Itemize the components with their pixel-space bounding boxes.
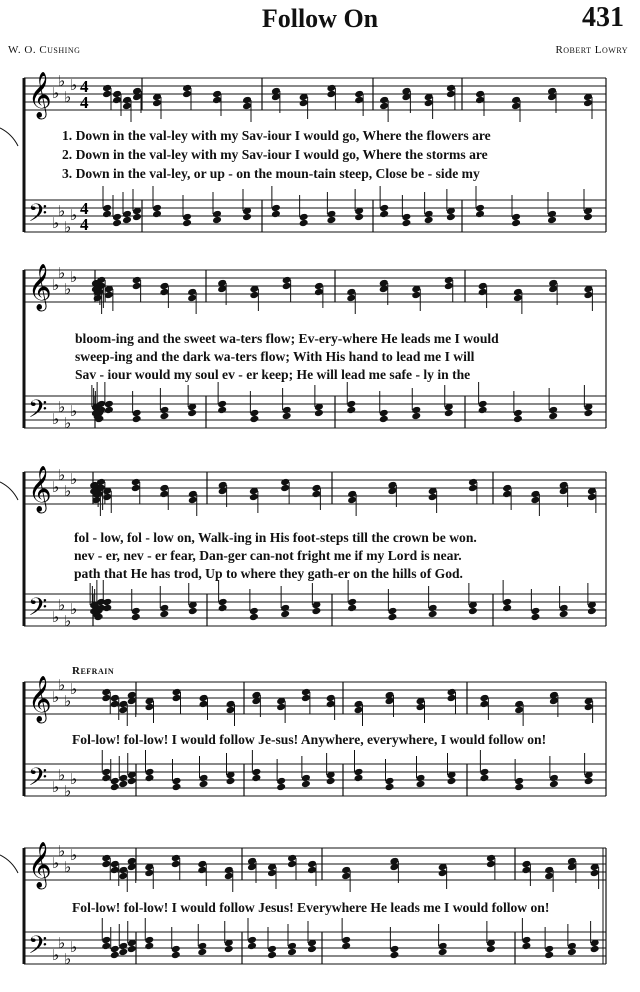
time-signature: 4 [80,199,89,218]
note-head [199,780,209,789]
lyric-line: Fol-low! fol-low! I would follow Jesus! Everywhere He leads me I would follow on! [72,900,550,915]
note-head [118,872,128,881]
note-head [102,493,112,502]
note-head [549,780,559,789]
note-head [486,945,496,954]
treble-clef-icon: 𝄞 [28,466,52,512]
note-head [587,493,597,502]
note-head [502,490,512,499]
flat-icon: ♭ [64,218,72,236]
note-head [118,780,128,789]
note-head [326,216,336,225]
note-head [514,783,524,792]
note-head [287,860,297,869]
note-head [583,291,593,300]
note-head [188,496,198,505]
note-head [447,694,457,703]
note-head [118,948,128,957]
flat-icon: ♭ [52,778,60,796]
note-head [110,783,120,792]
note-head [311,490,321,499]
note-head [559,610,569,619]
note-head [389,951,399,960]
note-head [171,951,181,960]
note-head [101,860,111,869]
note-head [502,604,512,613]
flat-icon: ♭ [58,466,66,484]
flat-icon: ♭ [52,608,60,626]
page-edge-mark [0,855,18,873]
note-head [444,409,454,418]
note-head [326,777,336,786]
lyric-line: Sav - iour would my soul ev - er keep; He will lead me safe - ly in the [75,367,471,382]
note-head [242,102,252,111]
flat-icon: ♭ [70,770,78,788]
note-head [479,774,489,783]
flat-icon: ♭ [70,268,78,286]
lyric-line: sweep-ing and the dark wa-ters flow; With His hand to lead me I will [75,349,475,364]
note-head [314,288,324,297]
note-head [110,700,120,709]
note-head [475,96,485,105]
note-head [307,945,317,954]
note-head [159,490,169,499]
bass-clef-icon: 𝄢 [28,593,48,628]
flat-icon: ♭ [64,88,72,106]
flat-icon: ♭ [70,600,78,618]
note-head [187,294,197,303]
note-head [132,213,142,222]
page-edge-mark [0,128,18,146]
note-head [224,872,234,881]
note-head [354,706,364,715]
note-head [152,99,162,108]
note-head [354,96,364,105]
flat-icon: ♭ [52,84,60,102]
note-head [438,869,448,878]
note-head [511,219,521,228]
note-head [446,213,456,222]
note-head [287,948,297,957]
note-head [224,945,234,954]
note-head [271,210,281,219]
note-head [127,777,137,786]
note-head [127,945,137,954]
note-head [132,415,142,424]
flat-icon: ♭ [58,934,66,952]
bass-clef-icon: 𝄢 [28,931,48,966]
note-head [548,412,558,421]
flat-icon: ♭ [58,842,66,860]
note-head [267,869,277,878]
flat-icon: ♭ [58,398,66,416]
flat-icon: ♭ [58,264,66,282]
flat-icon: ♭ [52,478,60,496]
note-head [131,484,141,493]
note-head [544,951,554,960]
flat-icon: ♭ [52,276,60,294]
note-head [387,613,397,622]
note-head [144,869,154,878]
note-head [468,484,478,493]
note-head [446,90,456,99]
note-head [102,90,112,99]
note-head [249,613,259,622]
note-head [132,282,142,291]
bass-clef-icon: 𝄢 [28,199,48,234]
note-head [267,951,277,960]
note-head [299,99,309,108]
note-head [122,102,132,111]
bass-clef-icon: 𝄢 [28,763,48,798]
note-head [249,415,259,424]
note-head [218,604,228,613]
flat-icon: ♭ [52,946,60,964]
note-head [226,706,236,715]
note-head [341,942,351,951]
note-head [247,942,257,951]
note-head [416,703,426,712]
lyric-line: fol - low, fol - low on, Walk-ing in His foot-steps till the crown be won. [74,530,477,545]
flat-icon: ♭ [52,688,60,706]
note-head [251,774,261,783]
lyricist-credit: W. O. Cushing [8,44,81,56]
note-head [172,694,182,703]
lyric-line: 2. Down in the val-ley with my Sav-iour I would go, Where the storms are [62,147,488,162]
note-head [118,706,128,715]
note-head [199,700,209,709]
time-signature: 4 [80,215,89,234]
note-head [311,607,321,616]
note-head [354,774,364,783]
note-head [314,409,324,418]
note-head [110,951,120,960]
note-head [475,210,485,219]
flat-icon: ♭ [58,676,66,694]
note-head [514,706,524,715]
note-head [159,412,169,421]
note-head [93,294,103,303]
note-head [486,860,496,869]
treble-clef-icon: 𝄞 [28,72,52,118]
note-head [172,783,182,792]
flat-icon: ♭ [70,846,78,864]
flat-icon: ♭ [70,470,78,488]
flat-icon: ♭ [52,410,60,428]
note-head [530,496,540,505]
note-head [583,213,593,222]
flat-icon: ♭ [52,214,60,232]
note-head [280,484,290,493]
note-head [152,210,162,219]
time-signature: 4 [80,77,89,96]
flat-icon: ♭ [64,858,72,876]
note-head [379,210,389,219]
note-head [479,700,489,709]
treble-clef-icon: 𝄞 [28,842,52,888]
note-head [583,99,593,108]
note-head [326,90,336,99]
flat-icon: ♭ [58,766,66,784]
note-head [326,700,336,709]
time-signature: 4 [80,93,89,112]
note-head [112,219,122,228]
note-head [102,210,112,219]
note-head [145,703,155,712]
note-head [511,102,521,111]
note-head [101,942,111,951]
flat-icon: ♭ [70,680,78,698]
flat-icon: ♭ [70,76,78,94]
note-head [101,694,111,703]
note-head [385,783,395,792]
flat-icon: ♭ [64,782,72,800]
note-head [110,866,120,875]
note-head [567,948,577,957]
note-head [171,860,181,869]
note-head [590,869,600,878]
flat-icon: ♭ [64,692,72,710]
refrain-label: Refrain [72,665,115,677]
note-head [282,282,292,291]
note-head [544,872,554,881]
lyric-line: nev - er, nev - er fear, Dan-ger can-not fright me if my Lord is near. [74,548,462,563]
flat-icon: ♭ [64,612,72,630]
note-head [416,780,426,789]
note-head [249,291,259,300]
treble-clef-icon: 𝄞 [28,264,52,310]
note-head [159,610,169,619]
note-head [145,774,155,783]
note-head [379,415,389,424]
flat-icon: ♭ [58,596,66,614]
flat-icon: ♭ [58,202,66,220]
note-head [424,216,434,225]
flat-icon: ♭ [70,402,78,420]
note-head [188,607,198,616]
note-head [197,948,207,957]
note-head [187,409,197,418]
note-head [401,219,411,228]
note-head [513,294,523,303]
hymn-title: Follow On [261,4,379,33]
note-head [301,780,311,789]
note-head [280,610,290,619]
note-head [444,282,454,291]
note-head [428,610,438,619]
note-head [590,945,600,954]
note-head [347,604,357,613]
flat-icon: ♭ [64,280,72,298]
hymn-number: 431 [582,2,624,33]
note-head [513,415,523,424]
note-head [530,613,540,622]
note-head [346,406,356,415]
note-head [131,613,141,622]
flat-icon: ♭ [64,414,72,432]
note-head [428,493,438,502]
note-head [101,774,111,783]
page-edge-mark [0,482,18,500]
note-head [341,872,351,881]
lyric-line: 3. Down in the val-ley, or up - on the moun-tain steep, Close be - side my [62,166,480,181]
note-head [379,102,389,111]
note-head [104,406,114,415]
treble-clef-icon: 𝄞 [28,676,52,722]
composer-credit: Robert Lowry [555,44,628,56]
note-head [354,213,364,222]
note-head [182,90,192,99]
note-head [547,216,557,225]
note-head [212,216,222,225]
note-head [102,604,112,613]
flat-icon: ♭ [52,854,60,872]
bass-clef-icon: 𝄢 [28,395,48,430]
note-head [411,291,421,300]
lyric-line: path that He has trod, Up to where they gath-er on the hills of God. [74,566,463,581]
note-head [307,866,317,875]
lyric-line: Fol-low! fol-low! I would follow Je-sus! Anywhere, everywhere, I would follow on! [72,732,547,747]
note-head [249,493,259,502]
note-head [411,412,421,421]
lyric-line: 1. Down in the val-ley with my Sav-iour I would go, Where the flowers are [62,128,491,143]
music-system [24,264,606,432]
flat-icon: ♭ [64,482,72,500]
note-head [478,406,488,415]
note-head [346,294,356,303]
note-head [242,213,252,222]
note-head [447,777,457,786]
note-head [144,942,154,951]
flat-icon: ♭ [70,938,78,956]
note-head [212,96,222,105]
note-head [197,866,207,875]
note-head [583,409,593,418]
note-head [521,866,531,875]
note-head [521,942,531,951]
note-head [347,496,357,505]
note-head [182,219,192,228]
note-head [276,783,286,792]
note-head [424,99,434,108]
note-head [282,412,292,421]
note-head [122,216,132,225]
note-head [299,219,309,228]
note-head [226,777,236,786]
note-head [478,288,488,297]
note-head [584,777,594,786]
note-head [587,607,597,616]
note-head [468,607,478,616]
note-head [112,96,122,105]
note-head [584,703,594,712]
note-head [159,288,169,297]
flat-icon: ♭ [70,206,78,224]
flat-icon: ♭ [64,950,72,968]
note-head [276,703,286,712]
note-head [438,948,448,957]
flat-icon: ♭ [58,72,66,90]
note-head [301,694,311,703]
note-head [217,406,227,415]
lyric-line: bloom-ing and the sweet wa-ters flow; Ev-ery-where He leads me I would [75,331,499,346]
